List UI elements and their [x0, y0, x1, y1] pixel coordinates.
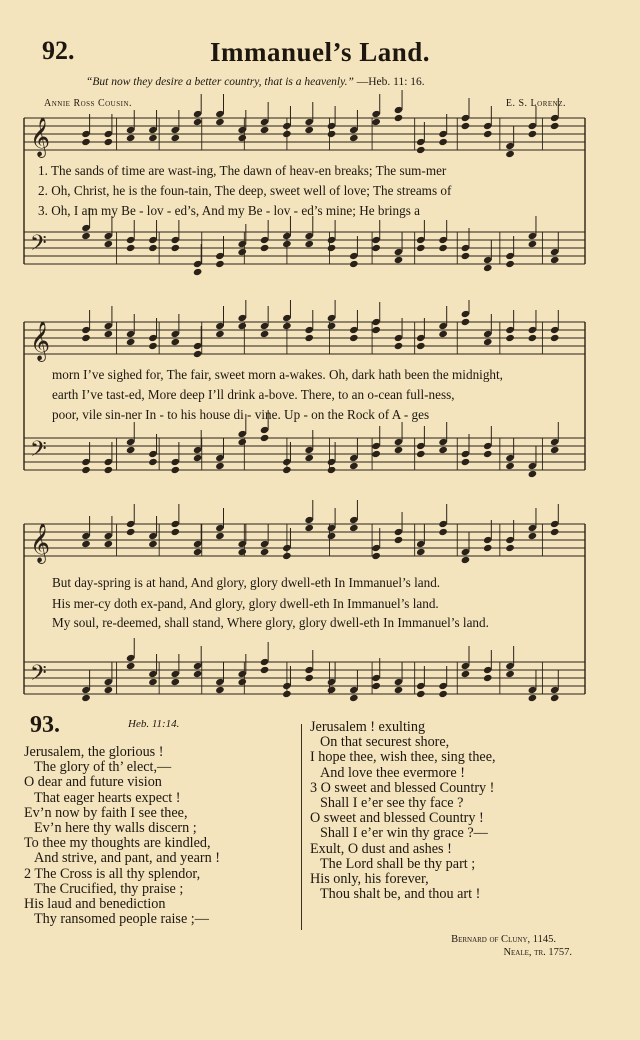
- attribution-line-2: Neale, tr. 1757.: [503, 947, 572, 958]
- poem-line: Exult, O dust and ashes !: [310, 840, 452, 857]
- poem-line: The Lord shall be thy part ;: [320, 855, 476, 872]
- composer-credit: E. S. Lorenz.: [505, 98, 566, 109]
- hymn-title: Immanuel’s Land.: [209, 37, 431, 67]
- poem-line: Thy ransomed people raise ;—: [34, 911, 209, 928]
- poem-left-column: [24, 745, 220, 927]
- attribution-line-1: Bernard of Cluny, 1145.: [451, 934, 556, 945]
- poem-line: Ev’n now by faith I see thee,: [24, 804, 188, 821]
- poem-line: And strive, and pant, and yearn !: [34, 850, 220, 867]
- poem-line: Jerusalem ! exulting: [310, 719, 426, 735]
- hymn-number-93: 93.: [30, 712, 60, 738]
- poem-line: The glory of th’ elect,—: [34, 759, 172, 776]
- author-credit: Annie Ross Cousin.: [44, 98, 133, 109]
- poem-line: The Crucified, thy praise ;: [34, 880, 184, 897]
- poem-line: That eager hearts expect !: [34, 789, 181, 806]
- epigraph-quote: “But now they desire a better country, that is a heavenly.”: [86, 76, 354, 88]
- poem-line: His laud and benediction: [24, 896, 166, 913]
- svg-text:𝄢: 𝄢: [30, 661, 47, 691]
- poem-line: To thee my thoughts are kindled,: [24, 835, 211, 852]
- hymn-number: 92.: [42, 36, 75, 65]
- poem-line: I hope thee, wish thee, sing thee,: [310, 749, 496, 766]
- poem-line: His only, his forever,: [310, 871, 429, 888]
- poem-line: 3 O sweet and blessed Country !: [310, 779, 495, 796]
- poem-line: Jerusalem, the glorious !: [24, 744, 164, 760]
- music-system-1: [0, 0, 640, 290]
- column-divider: [301, 724, 302, 930]
- poem-line: 2 The Cross is all thy splendor,: [24, 865, 201, 882]
- svg-text:𝄢: 𝄢: [30, 437, 47, 467]
- system1-lyric-2: 2. Oh, Christ, he is the foun-tain, The deep, sweet well of love; The streams of: [38, 183, 452, 198]
- poem-line: Shall I e’er see thy face ?: [320, 795, 464, 812]
- system2-lyric-1: morn I’ve sighed for, The fair, sweet morn a-wakes. Oh, dark hath been the midnight,: [52, 367, 503, 382]
- poem-line: Ev’n here thy walls discern ;: [34, 820, 197, 837]
- epigraph-reference: —Heb. 11: 16.: [356, 76, 425, 88]
- poem-line: O dear and future vision: [24, 774, 162, 791]
- scripture-reference: Heb. 11:14.: [128, 718, 180, 730]
- system3-lyric-1: But day-spring is at hand, And glory, glory dwell-eth In Immanuel’s land.: [52, 575, 441, 590]
- system3-lyric-3: My soul, re-deemed, shall stand, Where glory, glory dwell-eth In Immanuel’s land.: [52, 615, 489, 630]
- svg-text:𝄢: 𝄢: [30, 231, 47, 261]
- poem-line: Thou shalt be, and thou art !: [320, 886, 481, 903]
- poem-line: O sweet and blessed Country !: [310, 810, 484, 827]
- poem-line: And love thee evermore !: [320, 764, 465, 781]
- svg-text:𝄞: 𝄞: [30, 117, 51, 157]
- system1-lyric-1: 1. The sands of time are wast-ing, The dawn of heav-en breaks; The sum-mer: [38, 163, 447, 178]
- poem-line: Shall I e’er win thy grace ?—: [320, 825, 488, 842]
- system2-lyric-3: poor, vile sin-ner In - to his house di - vine. Up - on the Rock of A - ges: [52, 407, 430, 422]
- system2-lyric-2: earth I’ve tast-ed, More deep I’ll drink a-bove. There, to an o-cean full-ness,: [52, 387, 455, 402]
- system3-lyric-2: His mer-cy doth ex-pand, And glory, glory dwell-eth In Immanuel’s land.: [52, 596, 439, 611]
- svg-text:𝄞: 𝄞: [30, 523, 51, 563]
- system1-lyric-3: 3. Oh, I am my Be - lov - ed’s, And my Be - lov - ed’s mine; He brings a: [38, 203, 421, 218]
- poem-line: On that securest shore,: [320, 734, 450, 751]
- poem-right-column: [310, 720, 496, 902]
- svg-text:𝄞: 𝄞: [30, 321, 51, 361]
